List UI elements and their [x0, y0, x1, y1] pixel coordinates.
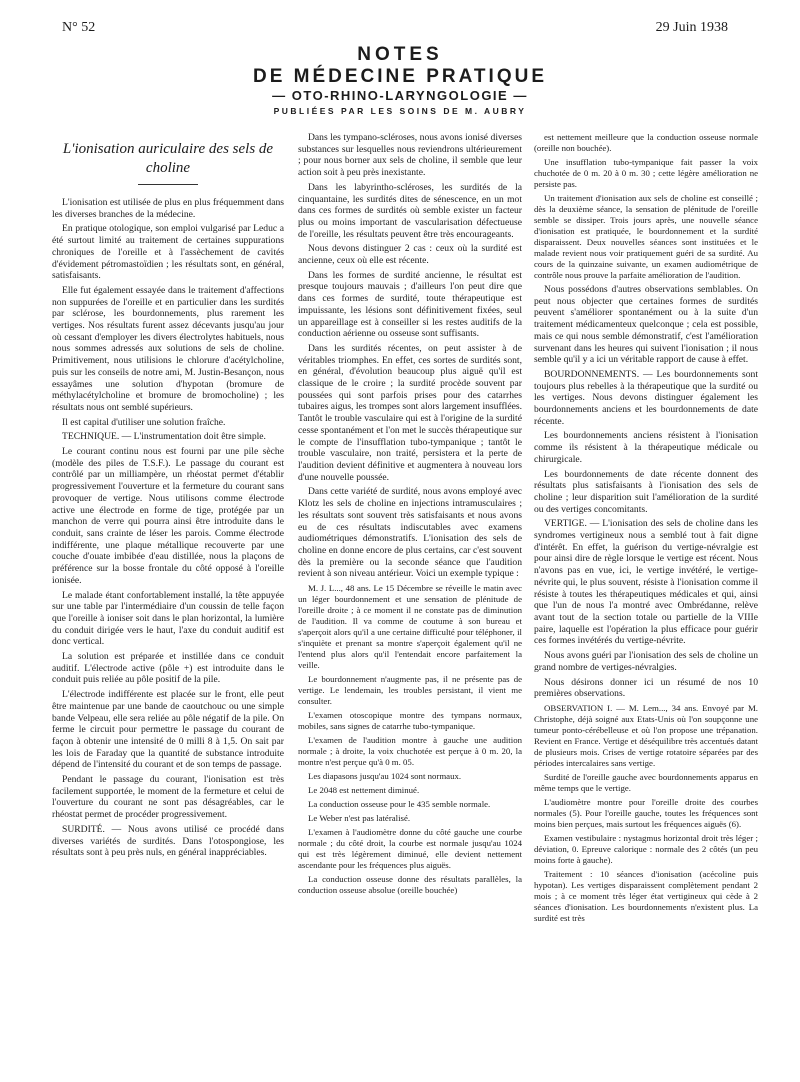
- case-paragraph: Un traitement d'ionisation aux sels de choline est conseillé ; dès la deuxième séance, la sensation de plénitude de l'oreille semble se dissiper. Trois jours après, une nouvelle séance d'ionisation est pratiquée, le bourdonnement et la surdité disparaissent. Deux nouvelles séances sont instituées et le malade revient nous voir pratiquement guéri de sa surdité. Au cours de la quinzaine suivante, un examen audiométrique de contrôle nous prouve la parfaite amélioration de l'audition.: [534, 193, 758, 280]
- section-vertige: VERTIGE. — L'ionisation des sels de choline dans les syndromes vertigineux nous a semblé tout à fait digne d'intérêt. En effet, la guérison du vertige-névralgie est pour ainsi dire de règle lorsque le vertige est récent. Nous n'avons pas en vue, ici, le vertige invétéré, le vertige-névrite qui, le plus souvent, résiste à l'ionisation comme il résiste à toutes les thérapeutiques médicales et qui, ainsi que l'un de nous l'a montré avec Ombrédanne, relève avant tout de la section totale ou partielle de la VIIIe paire, laquelle est l'opération la plus efficace pour guérir ces formes invétérés du vertige-névrite.: [534, 518, 758, 647]
- paragraph: Les bourdonnements anciens résistent à l'ionisation comme ils résistent à la thérapeutique médicale ou chirurgicale.: [534, 430, 758, 465]
- article-title: L'ionisation auriculaire des sels de choline: [62, 141, 274, 176]
- section-technique: TECHNIQUE. — L'instrumentation doit être simple.: [62, 431, 266, 443]
- case-paragraph: Le bourdonnement n'augmente pas, il ne présente pas de vertige. Le lendemain, les troubles persistant, il vient me consulter.: [298, 674, 522, 707]
- journal-title-notes: NOTES: [357, 44, 443, 65]
- case-paragraph: M. J. L..., 48 ans. Le 15 Décembre se réveille le matin avec un léger bourdonnement et une sensation de plénitude de l'oreille droite ; à ce moment il ne constate pas de diminution de l'audition. Il va comme de coutume à son bureau et s'aperçoit alors qu'il a une certaine difficulté pour téléphoner, il s'inquiète et prenant sa montre s'aperçoit également qu'il ne l'entend plus alors qu'il l'entendait encore parfaitement la veille.: [298, 583, 522, 671]
- case-paragraph: est nettement meilleure que la conduction osseuse normale (oreille non bouchée).: [534, 132, 758, 153]
- paragraph: Nous devons distinguer 2 cas : ceux où la surdité est ancienne, ceux où elle est récente.: [298, 243, 522, 267]
- case-paragraph: Le Weber n'est pas latéralisé.: [308, 813, 411, 824]
- paragraph: Le courant continu nous est fourni par une pile sèche (modèle des piles de T.S.F.). Le passage du courant est contrôlé par un milliampère, un rhéostat permet d'établir progressivement l'ouverture et la fermeture du courant sans provoquer de vertige. Nous utilisons comme électrode active une électrode en forme de tige, protégée par un manchon de verre qui pourra ainsi être introduite dans le conduit, sans crainte de léser les parois. Comme électrode indifférente, une plaque métallique recouverte par une couche d'ouate imbibée d'eau distillée, nous la plaçons de préférence sur la bosse frontale du côté opposé à l'oreille ionisée.: [52, 446, 284, 586]
- case-paragraph: Les diapasons jusqu'au 1024 sont normaux.: [308, 771, 462, 782]
- case-paragraph: Une insufflation tubo-tympanique fait passer la voix chuchotée de 0 m. 20 à 0 m. 30 ; cette légère amélioration ne persiste pas.: [534, 157, 758, 189]
- observation-paragraph: Examen vestibulaire : nystagmus horizontal droit très léger ; déviation, 0. Epreuve calorique : normale des 2 côtés (un peu moins forte à gauche).: [534, 832, 758, 865]
- issue-number: N° 52: [62, 20, 96, 35]
- observation-paragraph: Traitement : 10 séances d'ionisation (acécoline puis hypotan). Les vertiges disparaissent complètement pendant 2 mois ; à ce moment très léger état vertigineux qui cède à 2 séances d'ionisation. Les bourdonnements n'existent plus. La surdité est très: [534, 868, 758, 923]
- paragraph: La solution est préparée et instillée dans ce conduit auditif. L'électrode active (pôle +) est introduite dans le conduit puis reliée au pôle positif de la pile.: [52, 651, 284, 686]
- paragraph: Dans les formes de surdité ancienne, le résultat est presque toujours mauvais ; d'ailleurs l'on peut dire que dans ces formes de surdité, toute thérapeutique est impuissante, les lésions sont définitivement fixées, seul un appareillage est à conseiller si les restes auditifs de la conduction aérienne ou osseuse sont suffisants.: [298, 269, 522, 340]
- paragraph: En pratique otologique, son emploi vulgarisé par Leduc a été surtout limité au traitement de certaines suppurations chroniques de l'oreille et à l'assèchement de cavités d'évidement pétromastoïdien ; les résultats sont, en général, satisfaisants.: [52, 223, 284, 282]
- journal-title-main: DE MÉDECINE PRATIQUE: [252, 66, 547, 87]
- title-divider: [138, 184, 198, 185]
- paragraph: Nous avons guéri par l'ionisation des sels de choline un grand nombre de vertiges-névralgies.: [534, 650, 758, 673]
- paragraph: Les bourdonnements de date récente donnent des résultats plus satisfaisants à l'ionisation des sels de choline ; leur disparition suit l'amélioration de la surdité ou des vertiges concomitants.: [534, 468, 758, 515]
- column-1: [52, 132, 284, 862]
- paragraph: L'électrode indifférente est placée sur le front, elle peut être maintenue par une bande de caoutchouc ou une simple bande Velpeau, elle sera reliée au pôle négatif de la pile. On ferme le circuit pour permettre le passage du courant de façon à obtenir une intensité de 0 milli 8 à 1,5. On sait par les lois de Faraday que la quantité de substance introduite dépend de l'intensité du courant et de son temps de passage.: [52, 689, 284, 771]
- section-surdite: SURDITÉ. — Nous avons utilisé ce procédé dans diverses variétés de surdités. Dans l'otospongiose, les résultats sont à peu près nuls, en général inappréciables.: [52, 823, 284, 859]
- paragraph: Dans les labyrintho-scléroses, les surdités de la cinquantaine, les surdités dites de sénescence, en un mot dans ces formes de surdités où semble exister un facteur plus ou moins important de vascularisation défectueuse de l'oreille, les résultats peuvent être très encourageants.: [298, 181, 522, 240]
- paragraph: Dans les surdités récentes, on peut assister à de véritables triomphes. En effet, ces sortes de surdités sont, en général, d'évolution beaucoup plus aiguë qu'il est classique de le croire ; la surdité procède souvent par poussées qui sont parfois prises pour des catarrhes tubaires aigus, les trompes sont alors largement insufflées. Tantôt le trouble vasculaire qui est à l'origine de la surdité cesse spontanément et l'on met le succès thérapeutique sur le compte de l'insufflation tubo-tympanique ; tantôt le trouble vasculaire, non traité, persistera et la perte de l'audition devient définitive et augmentera à nouveau lors d'une nouvelle poussée.: [298, 342, 522, 483]
- paragraph: Pendant le passage du courant, l'ionisation est très facilement supportée, le moment de la fermeture et celui de l'ouverture du courant ne sont pas désagréables, car le rhéostat permet de procéder progressivement.: [52, 774, 284, 821]
- observation-paragraph: L'audiomètre montre pour l'oreille droite des courbes normales (5). Pour l'oreille gauche, toutes les fréquences sont moins bien perçues, mais surtout les fréquences aiguës (6).: [534, 796, 758, 829]
- column-3: [534, 132, 758, 927]
- paragraph: Elle fut également essayée dans le traitement d'affections non suppurées de l'oreille et en particulier dans les surdités par sclérose, les bourdonnements, plus rarement les vertiges. Nos résultats furent assez décevants jusqu'au jour où cessant d'employer les divers électrolytes habituels, nous nous sommes adressés aux solutions de sels de choline. Primitivement, nous utilisions le chlorure d'acétylcholine, puis sur les conseils de notre ami, M. Justin-Besançon, nous essayâmes une solution d'hypotan (bromure de méthylacétylcholine et bromure de bromocholine) ; les résultats nous ont semblé supérieurs.: [52, 284, 284, 413]
- paragraph: Le malade étant confortablement installé, la tête appuyée sur une table par l'intermédiaire d'un coussin de telle façon que l'oreille à ioniser soit dans le plan horizontal, la lumière du conduit dirigée vers le haut, l'axe du conduit auditif est donc vertical.: [52, 589, 284, 648]
- case-paragraph: Le 2048 est nettement diminué.: [308, 785, 420, 796]
- paragraph: Il est capital d'utiliser une solution fraîche.: [62, 416, 226, 428]
- paragraph: Nous possédons d'autres observations semblables. On peut nous objecter que certaines formes de surdités peuvent s'améliorer spontanément ou à la suite d'un traitement médicamenteux quelconque ; cela est possible, mais ce qui nous semble démonstratif, c'est l'amélioration survenant dans les heures qui suivent l'ionisation ; il nous semble qu'il y a ici un véritable rapport de cause à effet.: [534, 284, 758, 366]
- case-paragraph: L'examen de l'audition montre à gauche une audition normale ; à droite, la voix chuchotée est perçue à 0 m. 20, la montre n'est perçue qu'à 0 m. 05.: [298, 735, 522, 768]
- observation-paragraph: OBSERVATION I. — M. Lem..., 34 ans. Envoyé par M. Christophe, déjà soigné aux Etats-Unis où l'on soupçonne une tumeur ponto-cérébelleuse et où l'on propose une trépanation. Revient en France. Vertige et déséquilibre très accentués datant de plusieurs mois. Crises de vertige rotatoire séparées par des périodes intercalaires sans vertige.: [534, 702, 758, 768]
- section-bourdonnements: BOURDONNEMENTS. — Les bourdonnements sont toujours plus rebelles à la thérapeutique que la surdité ou les vertiges. Nous devons distinguer également les bourdonnements anciens et les bourdonnements de date récente.: [534, 368, 758, 427]
- journal-editor-line: PUBLIÉES PAR LES SOINS DE M. AUBRY: [273, 106, 527, 116]
- case-paragraph: La conduction osseuse pour le 435 semble normale.: [308, 799, 491, 810]
- case-paragraph: La conduction osseuse donne des résultats parallèles, la conduction osseuse absolue (oreille bouchée): [298, 874, 522, 896]
- journal-subtitle: — OTO-RHINO-LARYNGOLOGIE —: [272, 88, 528, 103]
- case-paragraph: L'examen otoscopique montre des tympans normaux, mobiles, sans signes de catarrhe tubo-tympanique.: [298, 710, 522, 732]
- issue-date: 29 Juin 1938: [655, 20, 728, 35]
- observation-paragraph: Surdité de l'oreille gauche avec bourdonnements apparus en même temps que le vertige.: [534, 771, 758, 793]
- column-2: [298, 132, 522, 899]
- paragraph: L'ionisation est utilisée de plus en plus fréquemment dans les diverses branches de la médecine.: [52, 197, 284, 220]
- journal-title-block: [0, 44, 800, 118]
- paragraph: Nous désirons donner ici un résumé de nos 10 premières observations.: [534, 676, 758, 700]
- paragraph: Dans les tympano-scléroses, nous avons ionisé diverses substances sur lesquelles nous reviendrons ultérieurement ; pour nous borner aux sels de choline, il semble que leur action soit à peu près inexistante.: [298, 132, 522, 179]
- paragraph: Dans cette variété de surdité, nous avons employé avec Klotz les sels de choline en injections intramusculaires ; les résultats sont souvent très satisfaisants et nous avons eu de ces résultats indiscutables avec examens audiométriques démonstratifs. L'ionisation des sels de choline en donne encore de plus certains, car c'est souvent dès la première ou la seconde séance que l'audition revient à son niveau antérieur. Voici un exemple typique :: [298, 486, 522, 580]
- case-paragraph: L'examen à l'audiomètre donne du côté gauche une courbe normale ; du côté droit, la courbe est normale jusqu'au 1024 qui est très légèrement diminué, elle devient nettement ascendante pour les fréquences plus aiguës.: [298, 827, 522, 871]
